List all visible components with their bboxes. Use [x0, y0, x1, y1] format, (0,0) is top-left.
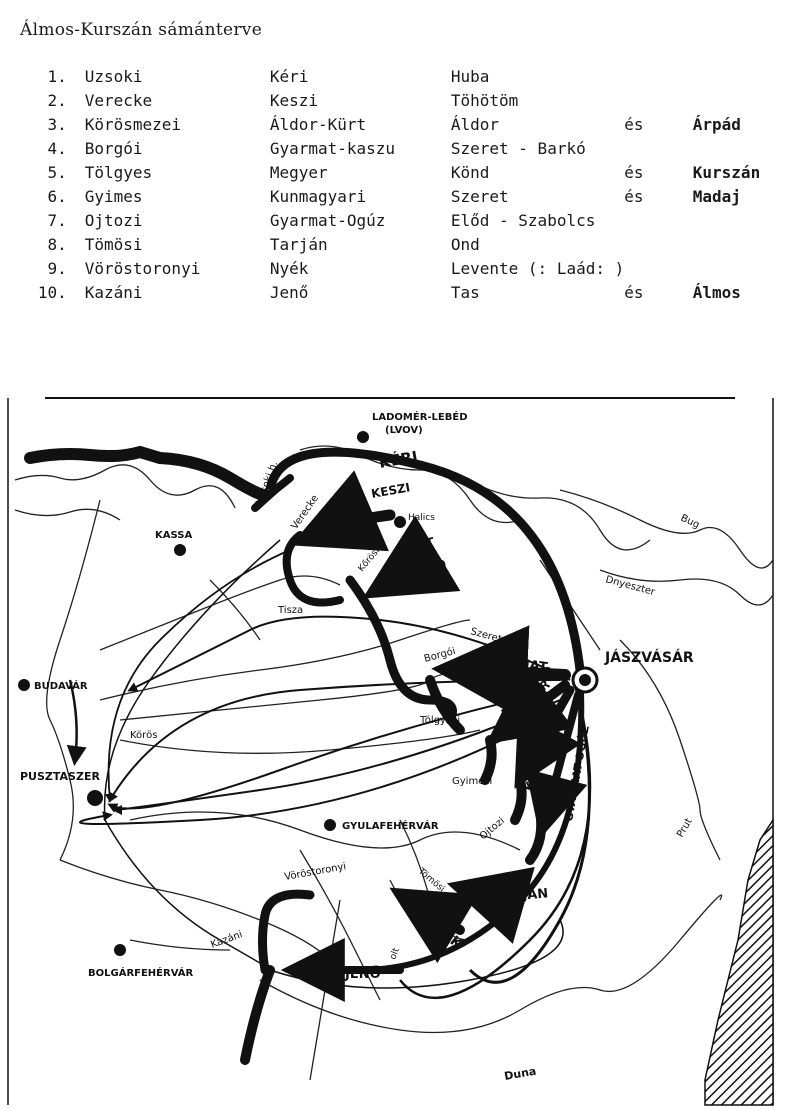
table-row: [20, 136, 800, 160]
cell-tribe: Jenő: [269, 282, 309, 302]
river-label-dnyeszter: Dnyeszter: [604, 574, 657, 599]
cell-es: [624, 88, 693, 112]
cell-tribe: Gyarmat-Ogúz: [269, 210, 386, 230]
cell-leader: Előd - Szabolcs: [450, 210, 596, 230]
river-label-bug: Bug: [678, 512, 702, 531]
cell-tribe: Gyarmat-kaszu: [269, 138, 396, 158]
carpathian-ridge: [30, 452, 265, 495]
cell-chief: Álmos: [692, 282, 741, 302]
city-label-halics: Halics: [408, 513, 435, 523]
cell-leader: Szeret - Barkó: [450, 138, 586, 158]
cell-es: [624, 136, 693, 160]
table-row: [20, 232, 800, 256]
pass-label-verecke: Verecke: [289, 493, 322, 532]
cell-chief: Madaj: [692, 186, 741, 206]
city-label-budavar: BUDAVÁR: [34, 681, 88, 692]
cell-pass: Uzsoki: [84, 66, 143, 86]
cell-es: és: [624, 186, 644, 206]
pass-label-borgoi: Borgói: [422, 645, 457, 665]
city-label-jaszvasar: JÁSZVÁSÁR: [605, 650, 694, 666]
cell-leader: Huba: [450, 66, 490, 86]
pass-label-korosi: Kőrösi: [356, 546, 383, 574]
cell-pass: Körösmezei: [84, 114, 182, 134]
cell-num: 5.: [47, 162, 67, 182]
cell-tribe: Tarján: [269, 234, 328, 254]
cell-chief: [693, 136, 800, 160]
tribe-label-kaszu: KASZU: [470, 680, 504, 691]
cell-chief: [693, 208, 800, 232]
tribe-label-tarjan: TARJÁN: [494, 886, 549, 906]
tribe-label-gyarmat: GYARMAT-: [477, 651, 552, 677]
river-label-koros: Körös: [130, 730, 158, 741]
rivers: [15, 446, 773, 1080]
tribe-label-jeno: JENŐ: [345, 967, 381, 982]
cell-tribe: Keszi: [269, 90, 318, 110]
cell-num: 2.: [47, 90, 67, 110]
cell-tribe: Nyék: [269, 258, 309, 278]
tribe-label-megyer: MEGYER: [498, 676, 553, 721]
cell-pass: Gyimes: [84, 186, 143, 206]
cell-chief: [693, 64, 800, 88]
tribe-label-kunmagyari: KUNMAGYARI: [521, 703, 566, 794]
jaszvasar-marker-inner: [579, 674, 591, 686]
city-label-pusztaszer: PUSZTASZER: [20, 770, 100, 783]
cell-chief: Kurszán: [692, 162, 761, 182]
pass-label-uzsoki: Uzsoki h.: [254, 459, 281, 507]
cell-es: és: [624, 114, 644, 134]
river-label-olt: olt: [388, 946, 402, 962]
table-row: [20, 256, 800, 280]
cell-pass: Borgói: [84, 138, 143, 158]
pass-label-kazani: Kazáni: [209, 929, 245, 951]
cell-tribe: Kunmagyari: [269, 186, 367, 206]
tribe-label-kurt: KÜRT: [395, 535, 437, 560]
river-label-prut: Prut: [675, 816, 695, 840]
cell-chief: Árpád: [692, 114, 741, 134]
cell-pass: Ojtozi: [84, 210, 143, 230]
table-row: [20, 208, 800, 232]
cell-es: [624, 256, 693, 280]
cell-es: [624, 232, 693, 256]
city-label-gyulafehervar: GYULAFEHÉRVÁR: [342, 821, 439, 832]
cell-num: 7.: [47, 210, 67, 230]
tribe-label-gyarmatoguz: GYARMAT-OGÚZ: [562, 724, 592, 823]
plan-table: [20, 64, 800, 304]
cell-tribe: Kéri: [269, 66, 309, 86]
cell-pass: Tömösi: [84, 234, 143, 254]
city-label-bolgarfehervar: BOLGÁRFEHÉRVÁR: [88, 968, 194, 979]
cell-num: 1.: [47, 66, 67, 86]
cell-es: [624, 208, 693, 232]
cell-pass: Tölgyes: [84, 162, 153, 182]
cell-pass: Verecke: [84, 90, 153, 110]
city-label-lvov: (LVOV): [385, 425, 423, 436]
pass-label-vorostoronyi: Vöröstoronyi: [283, 861, 348, 883]
cell-leader: Tas: [450, 282, 480, 302]
cell-pass: Vöröstoronyi: [84, 258, 201, 278]
cell-leader: Könd: [450, 162, 490, 182]
black-sea-hatch: [705, 820, 773, 1105]
cell-chief: [693, 88, 800, 112]
tribe-label-keri: KÉRI: [377, 447, 420, 472]
table-row: [20, 88, 800, 112]
cell-leader: Töhötöm: [450, 90, 519, 110]
cell-leader: Szeret: [450, 186, 509, 206]
map: [0, 380, 800, 1110]
tribe-label-keszi: KESZI: [370, 480, 412, 501]
cell-num: 10.: [37, 282, 67, 302]
cell-tribe: Áldor-Kürt: [269, 114, 367, 134]
cell-num: 8.: [47, 234, 67, 254]
table-row: [20, 112, 800, 136]
cell-num: 6.: [47, 186, 67, 206]
pass-label-ojtozi: Ojtozi: [477, 815, 507, 843]
pass-label-gyimesi: Gyimesi: [452, 776, 493, 787]
river-label-szeret: Szeret: [469, 626, 503, 646]
city-label-ladomer: LADOMÉR-LEBÉD: [372, 412, 468, 423]
cell-es: és: [624, 162, 644, 182]
cell-pass: Kazáni: [84, 282, 143, 302]
cell-num: 3.: [47, 114, 67, 134]
cell-es: és: [624, 282, 644, 302]
cell-leader: Ond: [450, 234, 480, 254]
cell-leader: Levente (: Laád: ): [450, 258, 625, 278]
tribe-label-nyek: NYÉK: [422, 912, 466, 953]
cell-tribe: Megyer: [269, 162, 328, 182]
cell-chief: [693, 256, 800, 280]
table-row: [20, 184, 800, 208]
pass-label-tomosi: Tömösi: [416, 866, 447, 895]
page-title: Álmos-Kurszán sámánterve: [20, 20, 263, 40]
cell-chief: [693, 232, 800, 256]
river-label-duna: Duna: [503, 1064, 538, 1083]
cell-num: 4.: [47, 138, 67, 158]
river-label-tisza: Tisza: [278, 605, 304, 616]
table-row: [20, 64, 800, 88]
table-row: [20, 280, 800, 304]
pass-label-tolgyesi: Tölgyesi: [420, 715, 461, 726]
table-row: [20, 160, 800, 184]
cell-es: [624, 64, 693, 88]
city-label-kassa: KASSA: [155, 530, 193, 541]
cell-num: 9.: [47, 258, 67, 278]
cell-leader: Áldor: [450, 114, 500, 134]
